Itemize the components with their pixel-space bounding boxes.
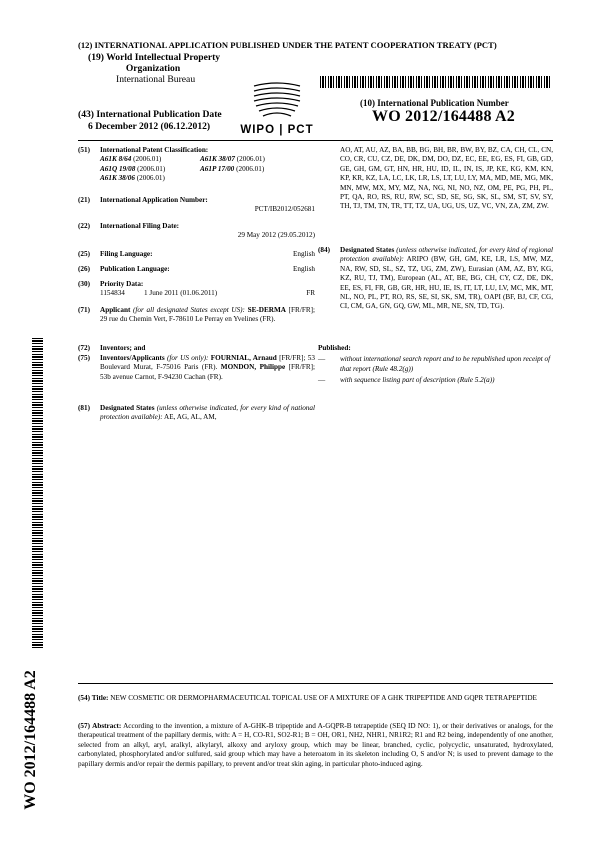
invention-title: NEW COSMETIC OR DERMOPHARMACEUTICAL TOPICAL USE OF A MIXTURE OF A GHK TRIPEPTIDE AND GQPR TETRAPEPTIDE	[110, 694, 537, 702]
inid-code-12: (12)	[78, 40, 93, 50]
published-text: with sequence listing part of description (Rule 5.2(a))	[340, 376, 495, 385]
publication-title: INTERNATIONAL APPLICATION PUBLISHED UNDER THE PATENT COOPERATION TREATY (PCT)	[94, 40, 497, 50]
priority-country: FR	[306, 289, 315, 298]
pub-number-label: International Publication Number	[377, 98, 509, 108]
applicant-label: Applicant	[100, 306, 131, 314]
wipo-pct-label: WIPO | PCT	[240, 124, 314, 136]
inventors-qualifier: (for US only):	[167, 354, 209, 362]
top-barcode	[320, 76, 552, 88]
field-22	[78, 222, 315, 241]
field-21	[78, 196, 315, 215]
designated-states-label: Designated States	[100, 404, 155, 412]
inid-code-75: (75)	[78, 354, 90, 362]
field-30	[78, 280, 315, 299]
published-section	[318, 344, 553, 386]
inid-code-43: (43)	[78, 109, 94, 120]
inid-code-72: (72)	[78, 344, 90, 352]
ipc-edition: (2006.01)	[236, 155, 265, 164]
org-name-line1: World Intellectual Property	[106, 52, 221, 63]
filing-date-value: 29 May 2012 (29.05.2012)	[237, 231, 315, 240]
applicant-qualifier: (for all designated States except US):	[133, 306, 245, 314]
right-column	[318, 146, 554, 385]
ipc-edition: (2006.01)	[136, 174, 165, 183]
ipc-class: A61P 17/00	[200, 164, 235, 173]
inid-code-26: (26)	[78, 265, 90, 273]
ipc-edition: (2006.01)	[133, 155, 162, 164]
publication-language-label: Publication Language:	[100, 265, 170, 273]
pub-date-block	[78, 109, 258, 132]
pub-date-value: 6 December 2012 (06.12.2012)	[88, 120, 211, 132]
side-barcode	[32, 338, 43, 650]
inid-code-51: (51)	[78, 146, 90, 154]
published-text: without international search report and to be republished upon receipt of that report (Rule 48.2(g))	[340, 355, 551, 373]
priority-date: 1 June 2011 (01.06.2011)	[144, 289, 218, 298]
org-name-line2: Organization	[125, 63, 181, 74]
side-publication-number: WO 2012/164488 A2	[22, 670, 39, 810]
field-26	[78, 265, 315, 274]
priority-number: 1154834	[100, 289, 125, 298]
inventors-applicants-label: Inventors/Applicants	[100, 354, 165, 362]
ipc-class: A61K 38/07	[200, 155, 235, 164]
field-54	[78, 694, 553, 703]
regional-states-list: ARIPO (BW, GH, GM, KE, LR, LS, MW, MZ, NA, RW, SD, SL, SZ, TZ, UG, ZM, ZW), Eurasian (AM, AZ, BY, KG, KZ, RU, TJ, TM), European (AL, AT, BE, BG, CH, CY, CZ, DE, DK, EE, ES, FI, FR, GB, GR, HR, HU, IE, IS, IT, LT, LU, LV, MC, MK, MT, NL, NO, PL, PT, RO, RS, SE, SI, SK, SM, TR), OAPI (BF, BJ, CF, CG, CI, CM, GA, GN, GQ, GW, ML, MR, NE, SN, TD, TG).	[340, 255, 553, 311]
published-dash: —	[318, 376, 326, 385]
published-item	[318, 376, 553, 385]
inventor-address-1: [FR/FR]; 53 Boulevard Murat, F-75016 Paris (FR).	[100, 354, 315, 372]
ipc-class: A61Q 19/08	[100, 164, 136, 173]
published-item	[318, 355, 553, 374]
regional-states-label: Designated States	[340, 246, 395, 254]
field-57	[78, 722, 553, 769]
designated-states-continued: AO, AT, AU, AZ, BA, BB, BG, BH, BR, BW, BY, BZ, CA, CH, CL, CN, CO, CR, CU, CZ, DE, DK, DM, DO, DZ, EC, EE, EG, ES, FI, GB, GD, GE, GH, GM, GT, HN, HR, HU, ID, IL, IN, IS, JP, KE, KG, KM, KN, KP, KR, KZ, LA, LC, LK, LR, LS, LT, LU, LY, MA, MD, ME, MG, MK, MN, MW, MX, MY, MZ, NA, NG, NI, NO, NZ, OM, PE, PG, PH, PL, PT, QA, RO, RS, RU, RW, SC, SD, SE, SG, SK, SL, SM, ST, SV, SY, TH, TJ, TM, TN, TR, TT, TZ, UA, UG, US, UZ, VC, VN, ZA, ZM, ZW.	[340, 146, 553, 211]
priority-row	[100, 289, 315, 298]
filing-language-value: English	[293, 250, 315, 258]
publication-language-value: English	[293, 265, 315, 273]
inid-code-54: (54)	[78, 694, 90, 702]
inid-code-71: (71)	[78, 306, 90, 314]
field-51	[78, 146, 315, 184]
field-84	[318, 246, 553, 312]
inventor-address-2: [FR/FR]; 53b avenue Carnot, F-94230 Cachan (FR).	[100, 363, 316, 381]
designated-states-list: AE, AG, AL, AM,	[164, 413, 217, 422]
ipc-row	[100, 155, 315, 164]
inid-code-30: (30)	[78, 280, 90, 288]
filing-date-label: International Filing Date:	[100, 222, 180, 230]
ipc-edition: (2006.01)	[236, 164, 265, 173]
pub-number-value: WO 2012/164488 A2	[372, 108, 515, 125]
filing-language-label: Filing Language:	[100, 250, 153, 258]
designated-states-qualifier: (unless otherwise indicated, for every kind of national protection available):	[100, 404, 315, 422]
inventor-name-2: MONDON, Philippe	[220, 363, 286, 372]
inid-code-25: (25)	[78, 250, 90, 258]
inventors-label: Inventors; and	[100, 344, 146, 352]
field-81	[78, 404, 315, 423]
bottom-divider	[78, 683, 553, 684]
inventor-name-1: FOURNIAL, Arnaud	[210, 354, 277, 362]
inid-code-21: (21)	[78, 196, 90, 204]
ipc-label: International Patent Classification:	[100, 146, 209, 154]
organization-block	[88, 52, 248, 85]
published-label: Published:	[318, 344, 351, 352]
field-25	[78, 250, 315, 259]
field-71	[78, 306, 315, 325]
application-number-value: PCT/IB2012/052681	[254, 205, 315, 214]
abstract-label: Abstract:	[92, 722, 122, 730]
abstract-text: According to the invention, a mixture of A-GHK-B tripeptide and A-GQPR-B tetrapeptide (SEQ ID NO: 1), or their derivatives or analogs, for the therapeutical treatment of the papillary dermis, with: A = H, CO-R1, SO2-R1; B = OH, OR1, NH2, NHR1, NR1R2; R1 and R2 being, independently of one another, selected from an alkyl, aryl, aralkyl, alkylaryl, alkoxy and aryloxy group, which may be linear, branched, cyclic, polycyclic, unsaturated, hydroxylated, carbonylated, phosphorylated and/or sulfured, said group which may have a heteroatom in its skeleton including O, S and/or N; is used to prevent damage to the papillary dermis and/or repair the dermis papillary, to prevent and/or treat skin aging, in particular photo-induced aging.	[78, 722, 553, 768]
ipc-edition: (2006.01)	[137, 164, 166, 173]
inid-code-84: (84)	[318, 246, 330, 254]
ipc-row	[100, 165, 315, 174]
org-name-line3: International Bureau	[116, 74, 196, 85]
inid-code-22: (22)	[78, 222, 90, 230]
ipc-row	[100, 174, 315, 183]
field-75	[78, 354, 315, 382]
regional-states-qualifier: (unless otherwise indicated, for every kind of regional protection available):	[340, 246, 554, 264]
pub-number-label-block	[360, 98, 550, 108]
applicant-name: SE-DERMA	[247, 306, 286, 314]
title-label: Title:	[91, 694, 109, 702]
inid-code-81: (81)	[78, 404, 90, 412]
pub-date-label: International Publication Date	[96, 109, 222, 120]
ipc-class: A61K 8/64	[100, 155, 132, 164]
ipc-class: A61K 38/06	[100, 174, 135, 183]
published-dash: —	[318, 355, 326, 364]
header-divider	[78, 140, 553, 141]
applicant-address: [FR/FR]; 29 rue du Chemin Vert, F-78610 Le Perray en Yvelines (FR).	[100, 306, 316, 324]
inid-code-57: (57)	[78, 722, 90, 730]
field-72	[78, 344, 315, 353]
document-title	[78, 40, 548, 50]
application-number-label: International Application Number:	[100, 196, 208, 204]
inid-code-10: (10)	[360, 98, 375, 108]
inid-code-19: (19)	[88, 52, 104, 63]
priority-data-label: Priority Data:	[100, 280, 144, 288]
